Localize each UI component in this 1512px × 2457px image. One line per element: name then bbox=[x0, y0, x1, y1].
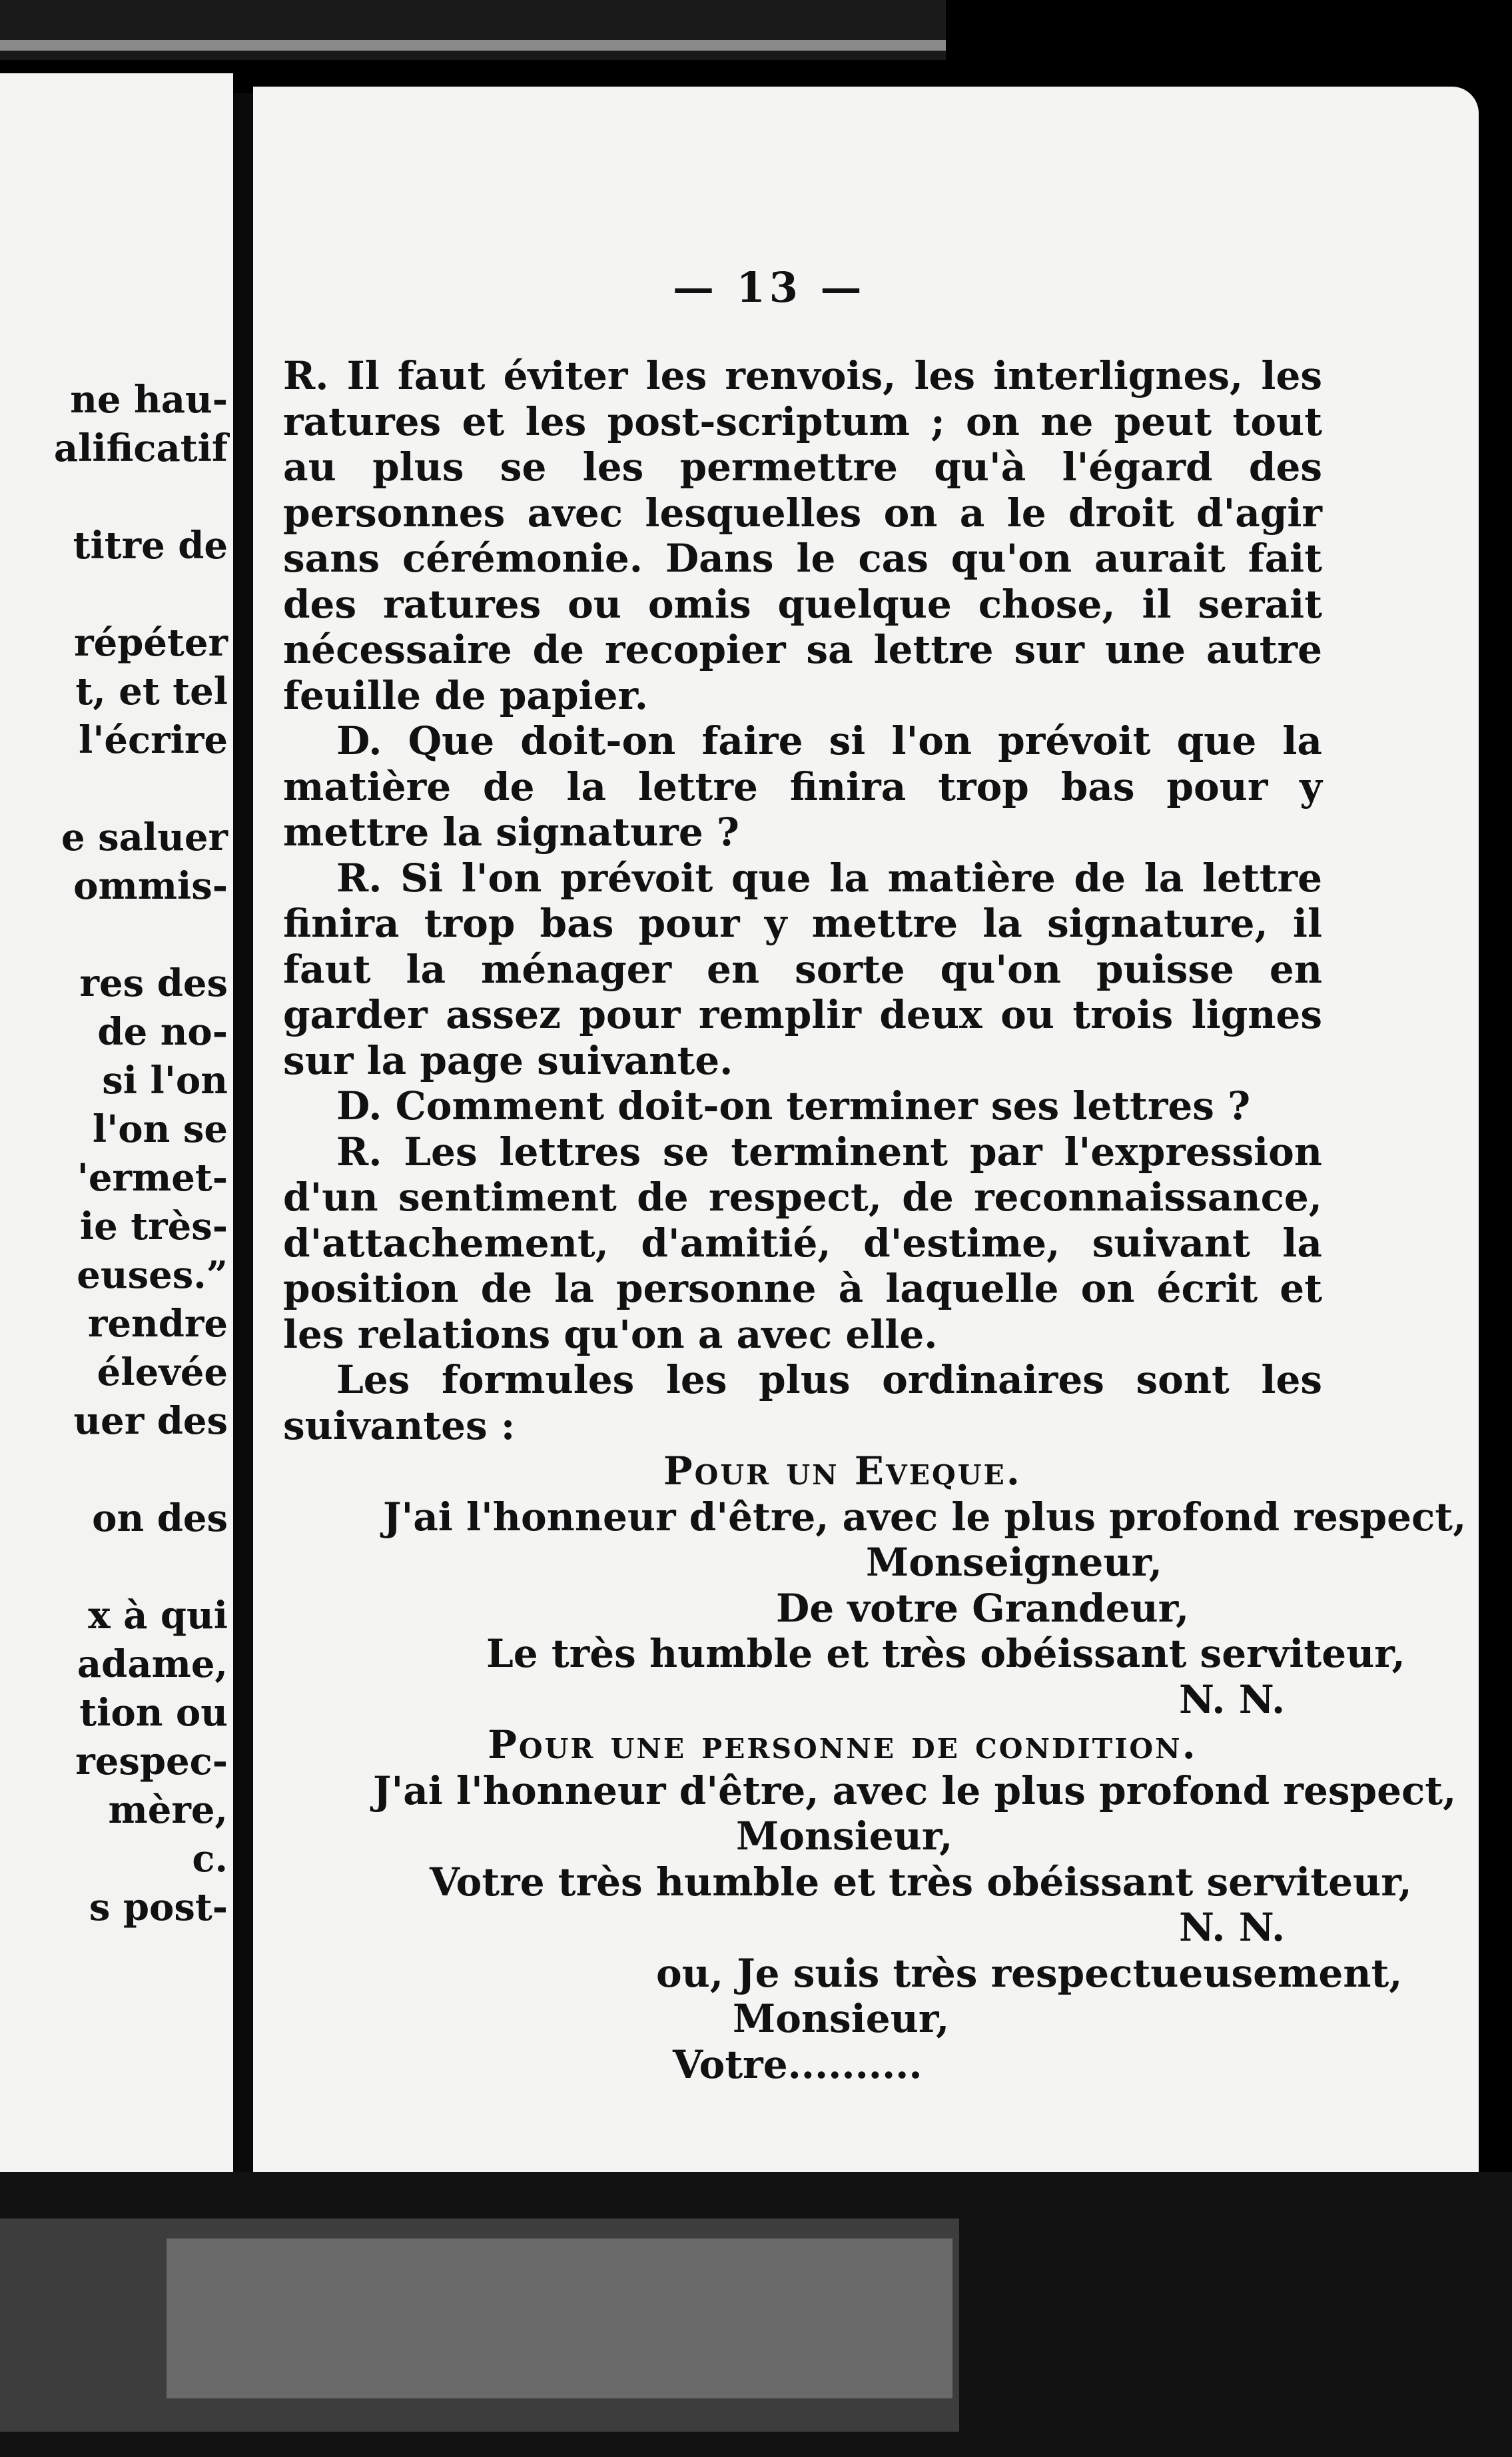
closing-line: Votre.......... bbox=[673, 2041, 923, 2087]
left-page-line: ie très- bbox=[79, 1205, 228, 1248]
left-page-line: s post- bbox=[89, 1885, 228, 1929]
scan-top-edge bbox=[0, 0, 946, 60]
closing-line: Monsieur, bbox=[736, 1813, 953, 1859]
paragraph-question-terminer: D. Comment doit-on terminer ses lettres ? bbox=[336, 1083, 1251, 1129]
page-number: — 13 — bbox=[673, 263, 866, 312]
left-page-line: adame, bbox=[77, 1642, 228, 1686]
closing-line: Monseigneur, bbox=[866, 1540, 1162, 1585]
closing-line: Votre très humble et très obéissant serviteur, bbox=[430, 1859, 1412, 1905]
left-page-line: mère, bbox=[108, 1788, 228, 1832]
paragraph-answer-terminer: R. Les lettres se terminent par l'expression d'un sentiment de respect, de reconnaissance, d'attachement, d'amitié, d'estime, suivant la position de la personne à laquelle on écrit et les relations qu'on a avec elle. bbox=[283, 1129, 1322, 1357]
paragraph-formules-intro: Les formules les plus ordinaires sont les suivantes : bbox=[283, 1357, 1322, 1448]
scan-bottom-edge bbox=[0, 2172, 1512, 2457]
heading-pour-un-eveque: Pour un Eveque. bbox=[663, 1448, 1022, 1494]
closing-line: ou, Je suis très respectueusement, bbox=[656, 1950, 1403, 1996]
left-page-line: élevée bbox=[97, 1350, 228, 1394]
left-page-line: alificatif bbox=[53, 426, 228, 470]
left-page-line: euses.” bbox=[77, 1253, 228, 1297]
closing-line: J'ai l'honneur d'être, avec le plus profond respect, bbox=[373, 1767, 1457, 1813]
page-gutter bbox=[233, 93, 253, 2179]
left-page-line: l'écrire bbox=[78, 718, 228, 762]
left-page-line: uer des bbox=[73, 1399, 228, 1443]
left-page-line: de no- bbox=[97, 1010, 228, 1054]
closing-line: Le très humble et très obéissant serviteur, bbox=[486, 1631, 1405, 1676]
paragraph-answer-signature: R. Si l'on prévoit que la matière de la lettre finira trop bas pour y mettre la signature, il faut la ménager en sorte qu'on puisse en garder assez pour remplir deux ou trois lignes sur la page suivante. bbox=[283, 855, 1322, 1083]
left-page-line: tion ou bbox=[79, 1691, 228, 1735]
binding-bar bbox=[0, 40, 946, 51]
left-page-line: ommis- bbox=[73, 864, 228, 908]
left-page-line: rendre bbox=[87, 1302, 228, 1346]
left-page-line: x à qui bbox=[88, 1594, 228, 1638]
closing-line: Monsieur, bbox=[733, 1996, 950, 2041]
left-page-line: on des bbox=[92, 1496, 228, 1540]
closing-line: J'ai l'honneur d'être, avec le plus profond respect, bbox=[383, 1494, 1467, 1540]
page-text bbox=[283, 353, 1467, 2087]
left-page-line: l'on se bbox=[92, 1107, 228, 1151]
signature-nn: N. N. bbox=[1179, 1676, 1286, 1722]
paragraph-question-signature: D. Que doit-on faire si l'on prévoit que la matière de la lettre finira trop bas pour y mettre la signature ? bbox=[283, 718, 1322, 855]
left-page-line: c. bbox=[192, 1837, 228, 1881]
paragraph-answer-ratures: R. Il faut éviter les renvois, les interlignes, les ratures et les post-scriptum ; on ne peut tout au plus se les permettre qu'à l'égard des personnes avec lesquelles on a le droit d'agir sans cérémonie. Dans le cas qu'on aurait fait des ratures ou omis quelque chose, il serait nécessaire de recopier sa lettre sur une autre feuille de papier. bbox=[283, 353, 1322, 718]
left-page-line: e saluer bbox=[61, 815, 228, 859]
left-facing-page bbox=[0, 73, 233, 2172]
heading-pour-une-personne-de-condition: Pour une personne de condition. bbox=[488, 1722, 1198, 1767]
left-page-line: respec- bbox=[75, 1739, 228, 1783]
left-page-line: 'ermet- bbox=[77, 1156, 228, 1200]
binding-tape bbox=[167, 2238, 952, 2398]
closing-line: De votre Grandeur, bbox=[776, 1585, 1190, 1631]
left-page-line: ne hau- bbox=[70, 378, 228, 422]
left-page-line: res des bbox=[79, 961, 228, 1005]
left-page-line: répéter bbox=[74, 621, 228, 665]
left-page-line: t, et tel bbox=[75, 670, 228, 714]
left-page-line: si l'on bbox=[102, 1059, 228, 1103]
left-page-line: titre de bbox=[73, 524, 228, 568]
signature-nn: N. N. bbox=[1179, 1905, 1286, 1950]
